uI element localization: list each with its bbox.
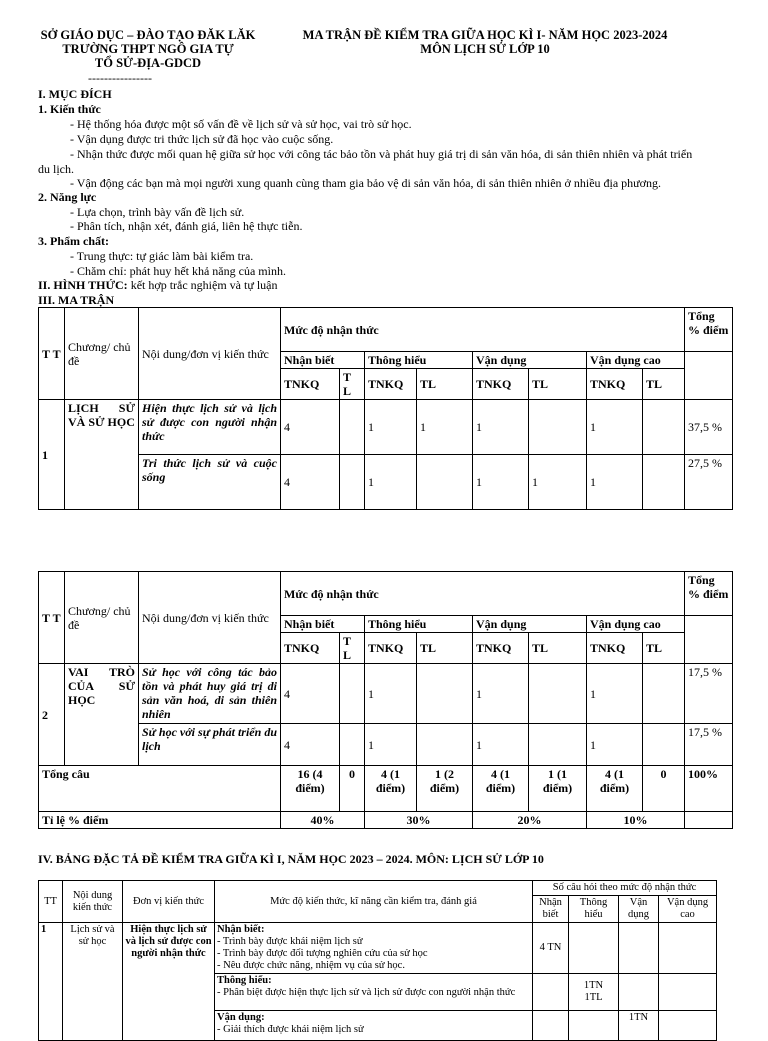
knowledge-item: - Hệ thống hóa được một số vấn đề về lịch sử và sử học, vai trò sử học. xyxy=(70,117,412,131)
sum-value: 0 xyxy=(643,766,685,812)
header-total-blank xyxy=(685,616,733,664)
sum-total: 100% xyxy=(685,766,733,812)
section-3-heading: III. MA TRẬN xyxy=(38,293,115,307)
content-unit: Hiện thực lịch sử và lịch sử được con người nhận thức xyxy=(139,400,281,455)
header-tnkq: TNKQ xyxy=(365,369,417,400)
spec-header-comprehension: Thông hiểu xyxy=(569,896,619,923)
spec-header-content: Nội dung kiến thức xyxy=(63,881,123,923)
cell-value: 1 xyxy=(473,724,529,766)
spec-comprehension-title: Thông hiểu: xyxy=(217,975,272,986)
quality-item: - Chăm chỉ: phát huy hết khả năng của mình. xyxy=(70,264,286,278)
ratio-value: 10% xyxy=(587,812,685,829)
sum-value: 4 (1 điểm) xyxy=(365,766,417,812)
section-2-heading: II. HÌNH THỨC: xyxy=(38,278,128,292)
header-application: Vận dụng xyxy=(473,616,587,633)
sum-value: 4 (1 điểm) xyxy=(587,766,643,812)
spec-recognition-item: - Trình bày được đối tượng nghiên cứu của sử học xyxy=(217,948,428,959)
sum-value: 0 xyxy=(340,766,365,812)
ratio-blank xyxy=(685,812,733,829)
header-chapter: Chương/ chủ đề xyxy=(65,308,139,400)
chapter-name: LỊCH SỬ VÀ SỬ HỌC xyxy=(65,400,139,510)
spec-recognition-count: 4 TN xyxy=(533,923,569,974)
row-total: 37,5 % xyxy=(685,400,733,455)
department-name: SỞ GIÁO DỤC – ĐÀO TẠO ĐĂK LĂK xyxy=(40,28,256,42)
spec-recognition-title: Nhận biết: xyxy=(217,924,265,935)
spec-cell xyxy=(659,923,717,974)
competence-heading: 2. Năng lực xyxy=(38,190,97,204)
header-high-application: Vận dụng cao xyxy=(587,352,685,369)
document-subtitle: MÔN LỊCH SỬ LỚP 10 xyxy=(420,42,550,56)
spec-header-high-application: Vận dụng cao xyxy=(659,896,717,923)
header-tnkq: TNKQ xyxy=(587,369,643,400)
header-high-application: Vận dụng cao xyxy=(587,616,685,633)
header-total-percent: Tổng % điểm xyxy=(685,308,733,352)
spec-tt: 1 xyxy=(39,923,63,1041)
cell-value: 4 xyxy=(281,455,340,510)
spec-comprehension-item: - Phân biệt được hiện thực lịch sử và lịch sử được con người nhận thức xyxy=(217,987,516,998)
spec-count-tl: 1TL xyxy=(584,992,603,1003)
header-separator: ---------------- xyxy=(88,71,152,85)
header-comprehension: Thông hiểu xyxy=(365,616,473,633)
spec-application-title: Vận dụng: xyxy=(217,1012,265,1023)
spec-cell xyxy=(659,1011,717,1041)
ratio-label: Tỉ lệ % điểm xyxy=(39,812,281,829)
knowledge-item: - Vận động các bạn mà mọi người xung quanh cùng tham gia bảo vệ di sản văn hóa, di sản thiên nhiên ở nhiều địa phương. xyxy=(70,176,662,190)
cell-value: 4 xyxy=(281,724,340,766)
section-1-heading: I. MỤC ĐÍCH xyxy=(38,87,112,101)
cell-value xyxy=(340,664,365,724)
row-total: 27,5 % xyxy=(685,455,733,510)
cell-value xyxy=(643,664,685,724)
section-4-heading: IV. BẢNG ĐẶC TẢ ĐỀ KIỂM TRA GIỮA KÌ I, NĂM HỌC 2023 – 2024. MÔN: LỊCH SỬ LỚP 10 xyxy=(38,852,544,866)
spec-unit: Hiện thực lịch sử và lịch sử được con người nhận thức xyxy=(123,923,215,1041)
form-line xyxy=(38,278,278,292)
spec-recognition-block xyxy=(215,923,533,974)
spec-comprehension-block xyxy=(215,974,533,1011)
spec-count-tn: 1TN xyxy=(583,980,604,991)
cell-value xyxy=(643,400,685,455)
header-tl: TL xyxy=(417,633,473,664)
spec-header-tt: TT xyxy=(39,881,63,923)
ratio-value: 20% xyxy=(473,812,587,829)
spec-header-application: Vận dụng xyxy=(619,896,659,923)
header-cognitive-level: Mức độ nhận thức xyxy=(281,308,685,352)
ratio-value: 40% xyxy=(281,812,365,829)
cell-value xyxy=(340,724,365,766)
spec-content: Lịch sử và sử học xyxy=(63,923,123,1041)
cell-value xyxy=(529,400,587,455)
cell-value xyxy=(417,724,473,766)
header-tl: TL xyxy=(529,633,587,664)
header-comprehension: Thông hiểu xyxy=(365,352,473,369)
header-tl: TL xyxy=(417,369,473,400)
knowledge-item-cont: du lịch. xyxy=(38,162,74,176)
spec-application-block xyxy=(215,1011,533,1041)
sum-value: 4 (1 điểm) xyxy=(473,766,529,812)
cell-value: 1 xyxy=(365,664,417,724)
cell-value: 1 xyxy=(587,400,643,455)
cell-value xyxy=(340,400,365,455)
topic-number: 1 xyxy=(39,400,65,510)
topic-number: 2 xyxy=(39,664,65,766)
header-tt: T T xyxy=(39,572,65,664)
cell-value: 1 xyxy=(365,400,417,455)
quality-heading: 3. Phẩm chất: xyxy=(38,234,109,248)
spec-recognition-item: - Nêu được chức năng, nhiệm vụ của sử học. xyxy=(217,960,405,971)
header-tl: TL xyxy=(643,633,685,664)
spec-application-count: 1TN xyxy=(619,1011,659,1041)
cell-value: 4 xyxy=(281,664,340,724)
spec-application-item: - Giải thích được khái niệm lịch sử xyxy=(217,1024,364,1035)
competence-item: - Phân tích, nhận xét, đánh giá, liên hệ thực tiễn. xyxy=(70,219,303,233)
cell-value xyxy=(529,664,587,724)
header-recognition: Nhận biết xyxy=(281,616,365,633)
spec-cell xyxy=(569,923,619,974)
knowledge-heading: 1. Kiến thức xyxy=(38,102,101,116)
quality-item: - Trung thực: tự giác làm bài kiểm tra. xyxy=(70,249,254,263)
spec-comprehension-count xyxy=(569,974,619,1011)
row-total: 17,5 % xyxy=(685,724,733,766)
sum-value: 16 (4 điểm) xyxy=(281,766,340,812)
sum-label: Tổng câu xyxy=(39,766,281,812)
spec-cell xyxy=(659,974,717,1011)
competence-item: - Lựa chọn, trình bày vấn đề lịch sử. xyxy=(70,205,245,219)
cell-value: 4 xyxy=(281,400,340,455)
spec-cell xyxy=(619,923,659,974)
cell-value xyxy=(417,664,473,724)
spec-recognition-item: - Trình bày được khái niệm lịch sử xyxy=(217,936,363,947)
cell-value: 1 xyxy=(365,724,417,766)
cell-value: 1 xyxy=(473,400,529,455)
ratio-value: 30% xyxy=(365,812,473,829)
spec-header-question-count: Số câu hỏi theo mức độ nhận thức xyxy=(533,881,717,896)
knowledge-item: - Nhận thức được mối quan hệ giữa sử học với công tác bảo tồn và phát huy giá trị di sản văn hóa, di sản thiên nhiên và phát triển xyxy=(70,147,693,161)
content-unit: Sử học với công tác bảo tồn và phát huy giá trị di sản văn hoá, di sản thiên nhiên xyxy=(139,664,281,724)
cell-value: 1 xyxy=(587,664,643,724)
cell-value: 1 xyxy=(473,455,529,510)
header-total-blank xyxy=(685,352,733,400)
spec-cell xyxy=(619,974,659,1011)
cell-value xyxy=(417,455,473,510)
header-tl: TL xyxy=(643,369,685,400)
header-tnkq: TNKQ xyxy=(473,369,529,400)
header-recognition: Nhận biết xyxy=(281,352,365,369)
document-title: MA TRẬN ĐỀ KIỂM TRA GIỮA HỌC KÌ I- NĂM HỌC 2023-2024 xyxy=(302,28,668,42)
cell-value: 1 xyxy=(587,455,643,510)
header-content: Nội dung/đơn vị kiến thức xyxy=(139,308,281,400)
knowledge-item: - Vận dụng được tri thức lịch sử đã học vào cuộc sống. xyxy=(70,132,334,146)
sum-value: 1 (1 điểm) xyxy=(529,766,587,812)
cell-value xyxy=(340,455,365,510)
spec-header-unit: Đơn vị kiến thức xyxy=(123,881,215,923)
cell-value xyxy=(529,724,587,766)
header-tnkq: TNKQ xyxy=(281,369,340,400)
cell-value: 1 xyxy=(529,455,587,510)
cell-value: 1 xyxy=(417,400,473,455)
header-tnkq: TNKQ xyxy=(473,633,529,664)
specification-table xyxy=(38,880,717,1041)
header-tt: T T xyxy=(39,308,65,400)
cell-value: 1 xyxy=(587,724,643,766)
header-total-percent: Tổng % điểm xyxy=(685,572,733,616)
header-tnkq: TNKQ xyxy=(281,633,340,664)
cell-value xyxy=(643,724,685,766)
group-name: TỔ SỬ-ĐỊA-GDCD xyxy=(94,56,202,70)
chapter-name: VAI TRÒ CỦA SỬ HỌC xyxy=(65,664,139,766)
spec-header-recognition: Nhận biết xyxy=(533,896,569,923)
header-tnkq: TNKQ xyxy=(365,633,417,664)
matrix-table-1 xyxy=(38,307,733,510)
header-cognitive-level: Mức độ nhận thức xyxy=(281,572,685,616)
header-content: Nội dung/đơn vị kiến thức xyxy=(139,572,281,664)
header-application: Vận dụng xyxy=(473,352,587,369)
school-name: TRƯỜNG THPT NGÔ GIA TỰ xyxy=(62,42,234,56)
matrix-table-2 xyxy=(38,571,733,829)
cell-value: 1 xyxy=(365,455,417,510)
cell-value: 1 xyxy=(473,664,529,724)
header-chapter: Chương/ chủ đề xyxy=(65,572,139,664)
content-unit: Tri thức lịch sử và cuộc sống xyxy=(139,455,281,510)
row-total: 17,5 % xyxy=(685,664,733,724)
spec-cell xyxy=(569,1011,619,1041)
spec-cell xyxy=(533,1011,569,1041)
spec-header-level: Mức độ kiến thức, kĩ năng cần kiểm tra, đánh giá xyxy=(215,881,533,923)
header-tl: T L xyxy=(340,369,365,400)
header-tl: TL xyxy=(529,369,587,400)
header-tnkq: TNKQ xyxy=(587,633,643,664)
cell-value xyxy=(643,455,685,510)
header-tl: T L xyxy=(340,633,365,664)
content-unit: Sử học với sự phát triển du lịch xyxy=(139,724,281,766)
form-text: kết hợp trắc nghiệm và tự luận xyxy=(127,278,278,292)
sum-value: 1 (2 điểm) xyxy=(417,766,473,812)
spec-cell xyxy=(533,974,569,1011)
